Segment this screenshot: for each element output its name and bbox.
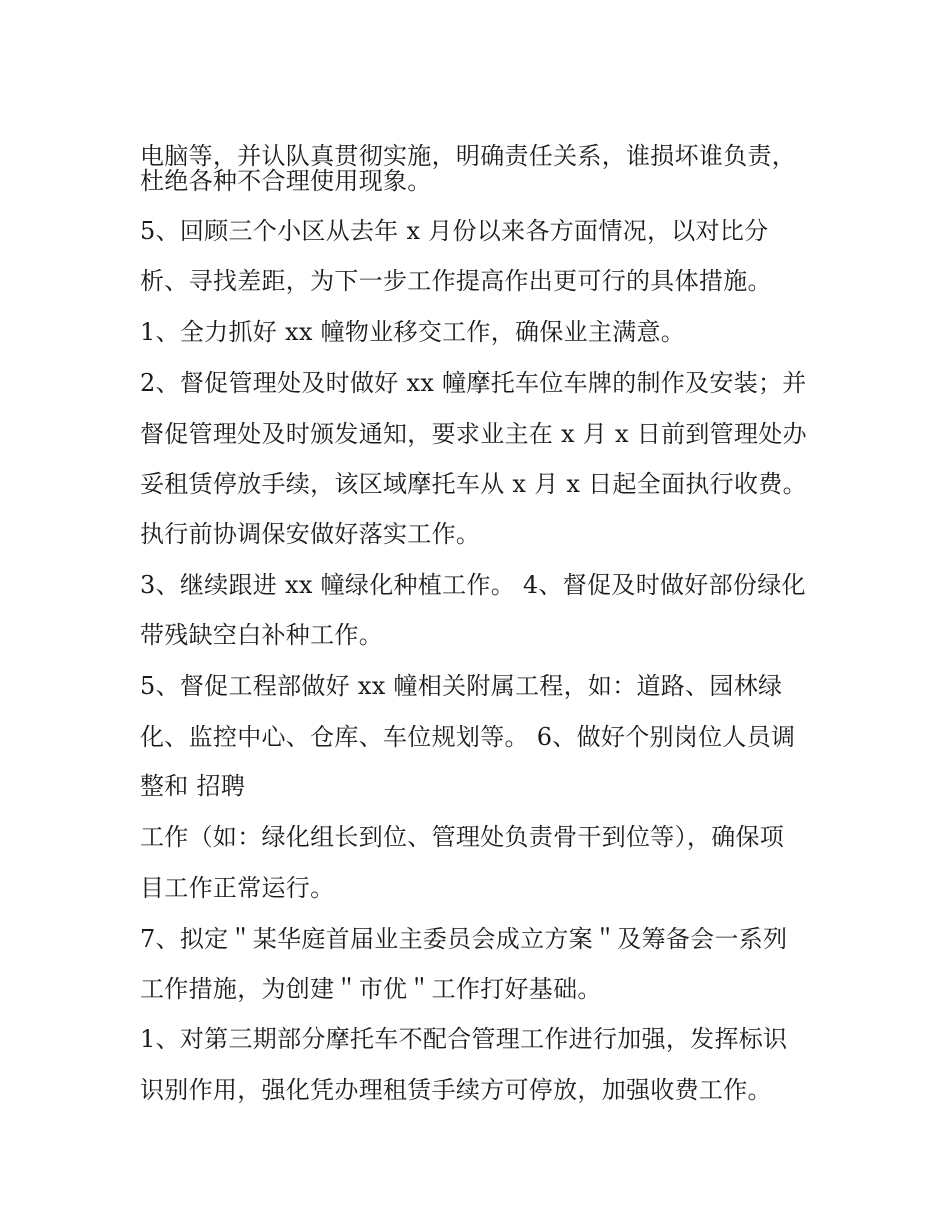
text-line: 识别作用，强化凭办理租赁手续方可停放，加强收费工作。	[140, 1076, 772, 1104]
text-line: 妥租赁停放手续，该区域摩托车从 x 月 x 日起全面执行收费。	[140, 470, 807, 498]
text-line: 2、督促管理处及时做好 xx 幢摩托车位车牌的制作及安装；并	[140, 369, 807, 397]
text-line: 杜绝各种不合理使用现象。	[140, 167, 432, 195]
text-line: 执行前协调保安做好落实工作。	[140, 520, 481, 548]
text-line: 3、继续跟进 xx 幢绿化种植工作。 4、督促及时做好部份绿化	[140, 571, 806, 599]
text-line: 5、督促工程部做好 xx 幢相关附属工程，如：道路、园林绿	[140, 672, 783, 700]
text-line: 督促管理处及时颁发通知，要求业主在 x 月 x 日前到管理处办	[140, 420, 807, 448]
text-line: 工作措施，为创建＂市优＂工作打好基础。	[140, 975, 602, 1003]
text-line: 电脑等，并认队真贯彻实施，明确责任关系，谁损坏谁负责，	[140, 142, 797, 170]
text-line: 化、监控中心、仓库、车位规划等。 6、做好个别岗位人员调	[140, 723, 796, 751]
text-line: 工作（如：绿化组长到位、管理处负责骨干到位等），确保项	[140, 823, 785, 851]
text-line: 1、全力抓好 xx 幢物业移交工作，确保业主满意。	[140, 318, 686, 346]
text-line: 带残缺空白补种工作。	[140, 621, 383, 649]
text-line: 目工作正常运行。	[140, 874, 335, 902]
text-line: 析、寻找差距，为下一步工作提高作出更可行的具体措施。	[140, 267, 772, 295]
text-line: 7、拟定＂某华庭首届业主委员会成立方案＂及筹备会一系列	[140, 925, 788, 953]
text-line: 5、回顾三个小区从去年 x 月份以来各方面情况，以对比分	[140, 217, 769, 245]
text-line: 整和 招聘	[140, 772, 246, 800]
text-line: 1、对第三期部分摩托车不配合管理工作进行加强，发挥标识	[140, 1025, 788, 1053]
